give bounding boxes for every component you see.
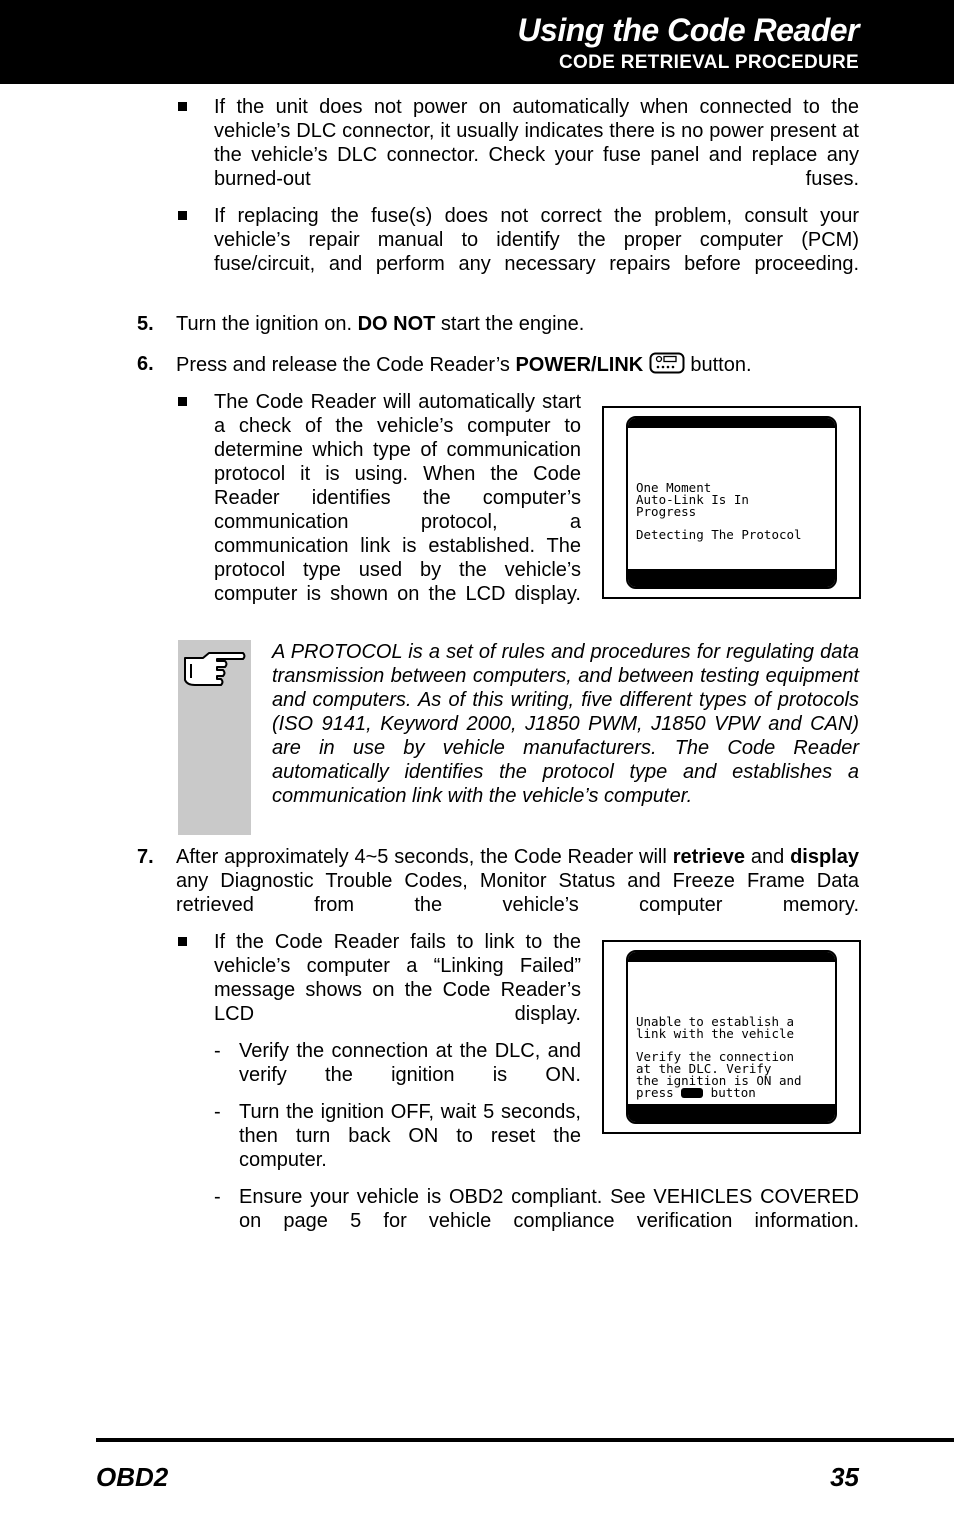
step-6-text-b: button. [684, 354, 752, 376]
lcd-line: Auto-Link Is In [636, 492, 749, 507]
step-6-text-a: Press and release the Code Reader’s [176, 354, 516, 376]
dash-marker: - [214, 1101, 221, 1123]
dash-item-text: Turn the ignition OFF, wait 5 seconds, then turn back ON to reset the computer. [239, 1101, 581, 1171]
lcd-bottom-bar [628, 569, 835, 587]
pointing-hand-icon [181, 650, 247, 695]
page-header [0, 0, 954, 84]
step-7-text-a: After approximately 4~5 seconds, the Code Reader will [176, 846, 673, 868]
lcd-screen [626, 416, 837, 589]
dash-marker: - [214, 1040, 221, 1062]
lcd-line-press: press [636, 1085, 682, 1100]
step-7-text-c: any Diagnostic Trouble Codes, Monitor Status and Freeze Frame Data retrieved from the vehicle’s computer memory. [176, 870, 859, 916]
step-number: 6. [137, 353, 154, 375]
footer-product: OBD2 [96, 1462, 169, 1492]
lcd-screen [626, 950, 837, 1124]
footer-rule [96, 1438, 954, 1442]
lcd-top-bar [628, 952, 835, 962]
page-number: 35 [830, 1462, 859, 1492]
lcd-top-bar [628, 418, 835, 428]
bullet-text: If replacing the fuse(s) does not correct the problem, consult your vehicle’s repair manual to identify the proper computer (PCM) fuse/circuit, and perform any necessary repairs before proceeding. [214, 205, 859, 275]
lcd-line-button: button [703, 1085, 756, 1100]
bullet-marker [178, 397, 187, 406]
step-5-text [176, 312, 859, 336]
step-number: 7. [137, 846, 154, 868]
note-sidebar [178, 640, 251, 835]
step-5-bold: DO NOT [357, 313, 436, 335]
bullet-marker [178, 211, 187, 220]
lcd-line: link with the vehicle [636, 1026, 795, 1041]
lcd-line: Verify the connection [636, 1049, 795, 1064]
lcd-line: One Moment [636, 480, 712, 495]
step-7-bold-retrieve: retrieve [672, 846, 745, 868]
step-6-bold: POWER/LINK [515, 354, 644, 376]
lcd-line [636, 1087, 756, 1099]
power-link-button-icon [649, 352, 685, 380]
lcd-line: Progress [636, 504, 697, 519]
lcd-display-auto-link [602, 406, 861, 599]
page-title: Using the Code Reader [517, 12, 859, 48]
step-7-text [176, 845, 859, 941]
step-5-text-a: Turn the ignition on. [176, 313, 358, 335]
step-number: 5. [137, 313, 154, 335]
section-subtitle: CODE RETRIEVAL PROCEDURE [559, 52, 859, 73]
step-5-text-b: start the engine. [435, 313, 585, 335]
bullet-marker [178, 937, 187, 946]
lcd-line: at the DLC. Verify [636, 1061, 772, 1076]
bullet-text: If the unit does not power on automatically when connected to the vehicle’s DLC connector, it usually indicates there is no power present at the vehicle’s DLC connector. Check your fuse panel and replace any burned-out fuses. [214, 96, 859, 190]
dash-item-text: Verify the connection at the DLC, and verify the ignition is ON. [239, 1040, 581, 1086]
lcd-display-link-failed [602, 940, 861, 1134]
step-7-text-b: and [744, 846, 791, 868]
step-7-bold-display: display [790, 846, 860, 868]
dash-item-text: Ensure your vehicle is OBD2 compliant. See VEHICLES COVERED on page 5 for vehicle compliance verification information. [239, 1186, 859, 1232]
dash-marker: - [214, 1186, 221, 1208]
lcd-line: Unable to establish a [636, 1014, 795, 1029]
lcd-line: the ignition is ON and [636, 1073, 802, 1088]
lcd-power-link-icon [681, 1088, 703, 1098]
step-7-bullet-text: If the Code Reader fails to link to the vehicle’s computer a “Linking Failed” message shows on the Code Reader’s LCD display. [214, 931, 581, 1025]
step-6-bullet-text: The Code Reader will automatically start a check of the vehicle’s computer to determine which type of communication protocol it is using. When the Code Reader identifies the computer’s communication protocol, a communication link is established. The protocol type used by the vehicle’s computer is shown on the LCD display. [214, 391, 581, 605]
protocol-note: A PROTOCOL is a set of rules and procedures for regulating data transmission between computers, and between testing equipment and computers. As of this writing, five different types of protocols (ISO 9141, Keyword 2000, J1850 PWM, J1850 VPW and CAN) are in use by vehicle manufacturers. The Code Reader automatically identifies the protocol type and establishes a communication link with the vehicle’s computer. [272, 641, 859, 807]
step-6-text [176, 352, 859, 380]
lcd-line: Detecting The Protocol [636, 527, 802, 542]
lcd-bottom-bar [628, 1104, 835, 1122]
bullet-marker [178, 102, 187, 111]
